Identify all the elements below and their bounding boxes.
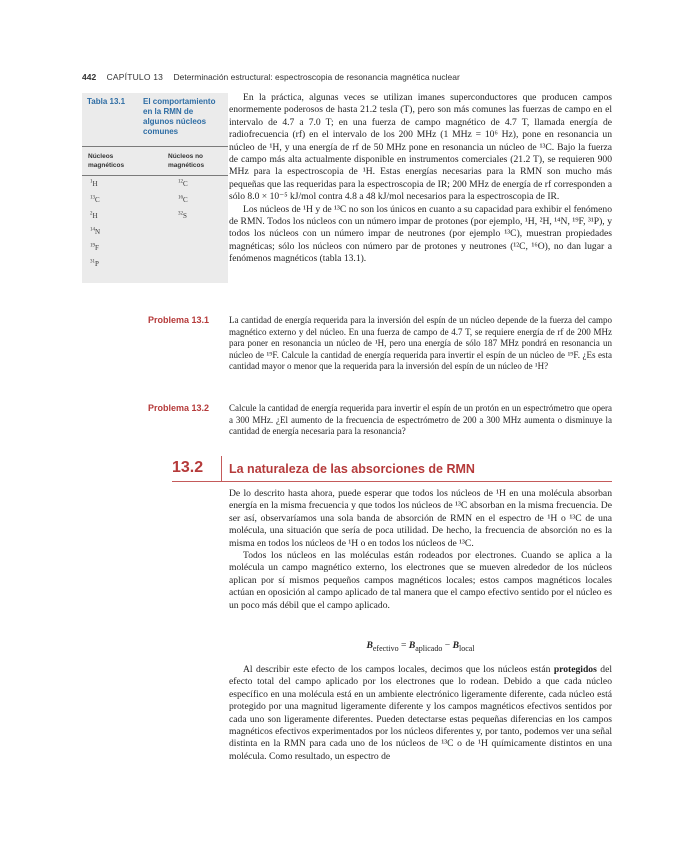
magnetic-nucleus: $^{19}$F [90, 243, 99, 252]
chapter-title: Determinación estructural: espectroscopia de resonancia magnética nuclear [173, 72, 460, 82]
section-rule [172, 481, 612, 482]
magnetic-nucleus: $^{13}$C [90, 195, 100, 204]
chapter-label: CAPÍTULO 13 [106, 72, 164, 82]
table-label: Tabla 13.1 [87, 97, 126, 106]
nonmagnetic-nucleus: $^{32}$S [178, 211, 187, 220]
problem-label: Problema 13.2 [148, 403, 210, 413]
table-body [82, 179, 228, 275]
table-title: El comportamiento en la RMN de algunos núcleos comunes [143, 97, 216, 136]
table-row [82, 211, 228, 227]
paragraph: Al describir este efecto de los campos locales, decimos que los núcleos están protegidos del efecto total del campo aplicado por los electrones que lo rodean. Debido a que cada núcleo específico en una molécula está en un ambiente electrónico ligeramente diferente, cada núcleo está protegido por una magnitud ligeramente diferente y los campos magnéticos efectivos sentidos por cada uno son ligeramente diferentes. Pueden detectarse estas pequeñas diferencias en los campos magnéticos efectivos experimentados por los núcleos diferentes y, por tanto, podemos ver una señal distinta en la RMN para cada uno de los núcleos de ¹³C o de ¹H químicamente distintos en una molécula. Como resultado, un espectro de [229, 664, 612, 762]
section-divider [221, 456, 222, 481]
table-row [82, 179, 228, 195]
magnetic-nucleus: $^{14}$N [90, 227, 101, 236]
table-caption [82, 93, 228, 143]
section-number: 13.2 [172, 459, 204, 476]
paragraph: En la práctica, algunas veces se utilizan imanes superconductores que producen campos enormemente poderosos de hasta 21.2 tesla (T), pero son más comunes las fuerzas de campo en el intervalo de 4.7 a 7.0 T; en una fuerza de campo magnético de 4.7 T, llamada energía de radiofrecuencia (rf) en el intervalo de los 200 MHz (1 MHz = 10⁶ Hz), pone en resonancia un núcleo de ¹H, y una energía de rf de 50 MHz pone en resonancia un núcleo de ¹³C. Bajo la fuerza de campo más alta actualmente disponible en instrumentos comerciales (21.2 T), se requieren 900 MHz para la espectroscopia de ¹H. Estas energías necesarias para la RMN son mucho más pequeñas que las requeridas para la espectroscopia de IR; 200 MHz de energía de rf corresponden a sólo 8.0 × 10⁻⁵ kJ/mol contra 4.8 a 48 kJ/mol necesarios para la espectroscopia de IR. [229, 92, 612, 203]
section-text-lower [229, 664, 612, 763]
table-row [82, 259, 228, 275]
table-header-row [82, 146, 228, 176]
intro-text [229, 92, 612, 266]
nonmagnetic-nucleus: $^{16}$C [178, 195, 188, 204]
paragraph: Los núcleos de ¹H y de ¹³C no son los únicos en cuanto a su capacidad para exhibir el fenómeno de RMN. Todos los núcleos con un número impar de protones (por ejemplo, ¹H, ²H, ¹⁴N, ¹⁹F, ³¹P), y todos los núcleos con un número impar de neutrones (por ejemplo ¹³C), muestran propiedades magnéticas; sólo los núcleos con número par de protones y neutrones (¹²C, ¹⁶O), no dan lugar a fenómenos magnéticos (tabla 13.1). [229, 203, 612, 265]
table-row [82, 227, 228, 243]
problem-text: Calcule la cantidad de energía requerida para invertir el espín de un protón en un espectrómetro que opera a 300 MHz. ¿El aumento de la frecuencia de espectrómetro de 200 a 300 MHz aumenta o disminuye la cantidad de energía necesaria para la resonancia? [229, 403, 612, 436]
paragraph: Todos los núcleos en las moléculas están rodeados por electrones. Cuando se aplica a la molécula un campo magnético externo, los electrones que se mueven alrededor de los núcleos aplican por sí mismos pequeños campos magnéticos locales; estos campos magnéticos locales actúan en oposición al campo aplicado de tal manera que el campo efectivo sentido por el núcleo es un poco más débil que el campo aplicado. [229, 550, 612, 611]
section-text-upper [229, 488, 612, 612]
table-row [82, 195, 228, 211]
section-title: La naturaleza de las absorciones de RMN [229, 462, 475, 476]
col-header-nonmagnetic: Núcleos no magnéticos [168, 153, 205, 169]
magnetic-nucleus: $^2$H [90, 211, 98, 220]
shielding-equation: $B_{efectivo} = B_{aplicado} - B_{local}$ [366, 640, 475, 653]
col-header-magnetic: Núcleos magnéticos [88, 153, 125, 169]
table-13-1 [82, 93, 228, 283]
magnetic-nucleus: $^1$H [90, 179, 98, 188]
problem-label: Problema 13.1 [148, 315, 210, 325]
problem-text: La cantidad de energía requerida para la inversión del espín de un núcleo depende de la fuerza del campo magnético externo y del núcleo. En una fuerza de campo de 4.7 T, se requiere energía de rf de 200 MHz para poner en resonancia un núcleo de ¹H, pero una energía de sólo 187 MHz pondrá en resonancia un núcleo de ¹⁹F. Calcule la cantidad de energía requerida para invertir el espín de un núcleo de ¹⁹F. ¿Es esta cantidad mayor o menor que la requerida para la inversión del espín de un núcleo de ¹H? [229, 315, 612, 371]
running-header [82, 72, 642, 82]
magnetic-nucleus: $^{31}$P [90, 259, 99, 268]
key-term: protegidos [553, 664, 597, 675]
table-row [82, 243, 228, 259]
paragraph: De lo descrito hasta ahora, puede esperar que todos los núcleos de ¹H en una molécula absorban energía en la misma frecuencia y que todos los núcleos de ¹³C absorban en la misma frecuencia. De ser así, observaríamos una sola banda de absorción de RMN en el espectro de ¹H o ¹³C de una molécula, una situación que sería de poca utilidad. De hecho, la frecuencia de absorción no es la misma en todos los núcleos de ¹H o en todos los núcleos de ¹³C. [229, 488, 612, 549]
nonmagnetic-nucleus: $^{12}$C [178, 179, 188, 188]
page-number: 442 [82, 72, 97, 82]
